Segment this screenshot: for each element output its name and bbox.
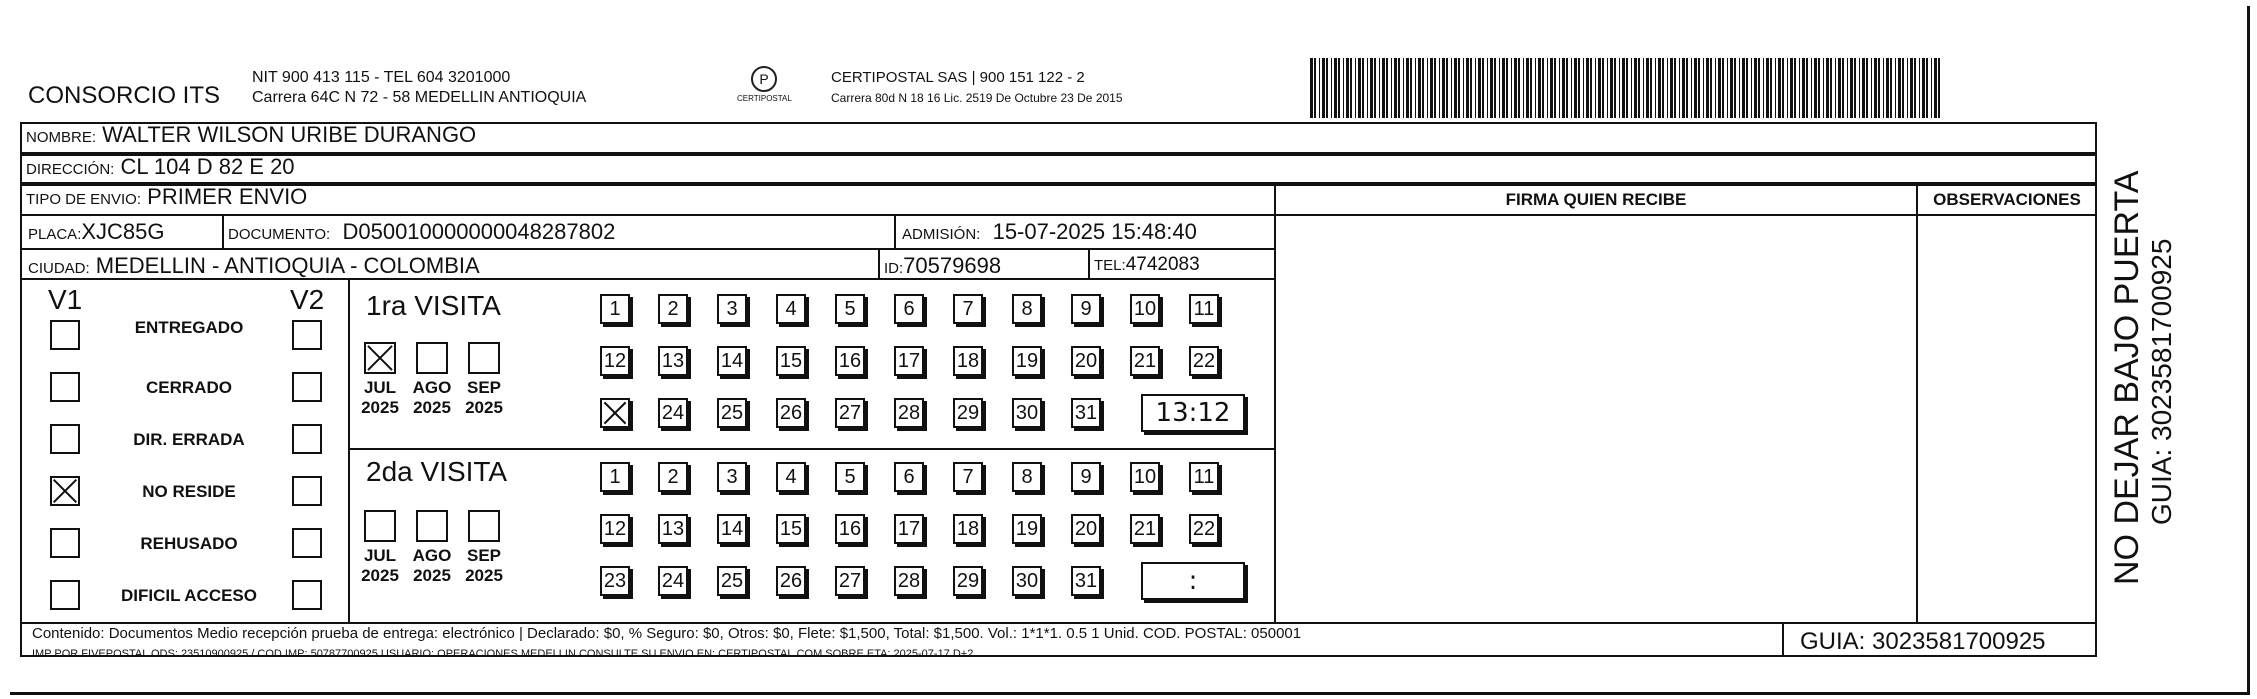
day-box-22[interactable]: 22 xyxy=(1189,346,1219,376)
barcode-bar xyxy=(1734,58,1736,118)
day-box-16[interactable]: 16 xyxy=(835,514,865,544)
barcode-bar xyxy=(1355,58,1356,118)
barcode-bar xyxy=(1538,58,1541,118)
barcode-bar xyxy=(1890,58,1892,118)
day-box-21[interactable]: 21 xyxy=(1130,514,1160,544)
barcode-bar xyxy=(1674,58,1676,118)
footer-content-line: Contenido: Documentos Medio recepción prueba de entrega: electrónico | Declarado: $0, % Seguro: $0, Otros: $0, Flete: $1,500, Total: $1,500. Vol.: 1*1*1. 0.5 1 Unid. COD. POSTAL: 050001 xyxy=(32,625,1302,642)
day-box-30[interactable]: 30 xyxy=(1012,398,1042,428)
barcode-bar xyxy=(1826,58,1829,118)
day-box-19[interactable]: 19 xyxy=(1012,346,1042,376)
barcode-bar xyxy=(1499,58,1500,118)
day-box-25[interactable]: 25 xyxy=(717,566,747,596)
barcode-bar xyxy=(1559,58,1560,118)
barcode-bar xyxy=(1763,58,1764,118)
barcode-bar xyxy=(1830,58,1832,118)
barcode-bar xyxy=(1382,58,1385,118)
id-field: ID:70579698 xyxy=(884,253,1002,278)
barcode-bar xyxy=(1610,58,1613,118)
barcode-bar xyxy=(1379,58,1380,118)
barcode-bar xyxy=(1866,58,1868,118)
barcode-bar xyxy=(1914,58,1916,118)
day-box-23[interactable]: 23 xyxy=(600,566,630,596)
firma-header: FIRMA QUIEN RECIBE xyxy=(1505,190,1687,209)
day-box-28[interactable]: 28 xyxy=(894,566,924,596)
day-box-20[interactable]: 20 xyxy=(1071,514,1101,544)
month-label: AGO 2025 xyxy=(412,546,452,585)
day-box-24[interactable]: 24 xyxy=(658,566,688,596)
barcode-bar xyxy=(1566,58,1568,118)
barcode-bar xyxy=(1619,58,1620,118)
month-label: JUL 2025 xyxy=(361,378,399,417)
day-box-26[interactable]: 26 xyxy=(776,398,806,428)
barcode-bar xyxy=(1902,58,1904,118)
day-box-30[interactable]: 30 xyxy=(1012,566,1042,596)
barcode-bar xyxy=(1670,58,1673,118)
day-box-11[interactable]: 11 xyxy=(1189,294,1219,324)
barcode-bar xyxy=(1622,58,1625,118)
barcode-bar xyxy=(1934,58,1937,118)
barcode-bar xyxy=(1598,58,1601,118)
barcode-bar xyxy=(1319,58,1320,118)
day-box-19[interactable]: 19 xyxy=(1012,514,1042,544)
v1-checkbox-0[interactable] xyxy=(50,320,80,350)
ciudad-field: CIUDAD: MEDELLIN - ANTIOQUIA - COLOMBIA xyxy=(28,253,480,278)
barcode-bar xyxy=(1655,58,1656,118)
barcode-bar xyxy=(1490,58,1493,118)
day-box-12[interactable]: 12 xyxy=(600,346,630,376)
barcode-bar xyxy=(1343,58,1344,118)
barcode-bar xyxy=(1502,58,1505,118)
month-label: SEP 2025 xyxy=(465,378,503,417)
barcode-bar xyxy=(1682,58,1685,118)
barcode-bar xyxy=(1410,58,1412,118)
barcode-bar xyxy=(1818,58,1820,118)
barcode-bar xyxy=(1806,58,1808,118)
barcode-bar xyxy=(1326,58,1328,118)
month-checkbox-sep[interactable] xyxy=(468,342,500,374)
barcode-bar xyxy=(1526,58,1529,118)
placa-divider xyxy=(222,216,224,250)
barcode-bar xyxy=(1907,58,1908,118)
day-box-5[interactable]: 5 xyxy=(835,462,865,492)
v2-checkbox-0[interactable] xyxy=(292,320,322,350)
header-underline xyxy=(1274,214,2097,216)
barcode-bar xyxy=(1386,58,1388,118)
month-label: JUL 2025 xyxy=(361,546,399,585)
barcode-bar xyxy=(1814,58,1817,118)
day-box-29[interactable]: 29 xyxy=(953,398,983,428)
barcode-bar xyxy=(1454,58,1457,118)
barcode-bar xyxy=(1874,58,1877,118)
barcode-bar xyxy=(1638,58,1640,118)
v1-checkbox-4[interactable] xyxy=(50,528,80,558)
v2-checkbox-2[interactable] xyxy=(292,424,322,454)
status-label: REHUSADO xyxy=(140,534,238,553)
barcode-bar xyxy=(1754,58,1757,118)
certipostal-info xyxy=(831,68,1123,108)
barcode-bar xyxy=(1338,58,1340,118)
barcode-bar xyxy=(1578,58,1580,118)
barcode-bar xyxy=(1463,58,1464,118)
barcode-bar xyxy=(1367,58,1368,118)
barcode-bar xyxy=(1770,58,1772,118)
barcode-bar xyxy=(1706,58,1709,118)
barcode-bar xyxy=(1547,58,1548,118)
day-box-27[interactable]: 27 xyxy=(835,566,865,596)
v2-checkbox-5[interactable] xyxy=(292,580,322,610)
barcode-bar xyxy=(1787,58,1788,118)
day-box-16[interactable]: 16 xyxy=(835,346,865,376)
barcode-bar xyxy=(1871,58,1872,118)
obs-divider xyxy=(1916,184,1918,624)
barcode-bar xyxy=(1862,58,1865,118)
status-label: NO RESIDE xyxy=(142,482,236,501)
barcode-bar xyxy=(1758,58,1760,118)
barcode-bar xyxy=(1595,58,1596,118)
day-box-22[interactable]: 22 xyxy=(1189,514,1219,544)
barcode-bar xyxy=(1886,58,1889,118)
side-guia: GUIA: 3023581700925 xyxy=(2146,238,2177,525)
barcode-bar xyxy=(1898,58,1901,118)
barcode-bar xyxy=(1626,58,1628,118)
barcode-bar xyxy=(1926,58,1928,118)
barcode-bar xyxy=(1310,58,1313,118)
barcode-bar xyxy=(1878,58,1880,118)
barcode-bar xyxy=(1662,58,1664,118)
no-dejar-bajo-puerta: NO DEJAR BAJO PUERTA xyxy=(2108,170,2146,585)
barcode-bar xyxy=(1778,58,1781,118)
day-box-21[interactable]: 21 xyxy=(1130,346,1160,376)
barcode-bar xyxy=(1406,58,1409,118)
barcode-bar xyxy=(1535,58,1536,118)
day-box-13[interactable]: 13 xyxy=(658,346,688,376)
barcode-bar xyxy=(1478,58,1481,118)
status-label: ENTREGADO xyxy=(134,318,244,337)
day-box-29[interactable]: 29 xyxy=(953,566,983,596)
barcode-bar xyxy=(1394,58,1397,118)
month-label: SEP 2025 xyxy=(465,546,503,585)
barcode-bar xyxy=(1427,58,1428,118)
day-box-7[interactable]: 7 xyxy=(953,294,983,324)
barcode-bar xyxy=(1883,58,1884,118)
observaciones-header: OBSERVACIONES xyxy=(1933,190,2081,209)
day-box-2[interactable]: 2 xyxy=(658,294,688,324)
second-visit-title: 2da VISITA xyxy=(366,456,508,487)
status-divider xyxy=(348,280,350,624)
barcode-bar xyxy=(1895,58,1896,118)
first-visit-title: 1ra VISITA xyxy=(366,290,501,321)
barcode-bar xyxy=(1686,58,1688,118)
barcode-bar xyxy=(1554,58,1556,118)
barcode-bar xyxy=(1650,58,1652,118)
barcode-bar xyxy=(1931,58,1932,118)
documento-field: DOCUMENTO: D050010000000048287802 xyxy=(228,219,616,244)
day-box-28[interactable]: 28 xyxy=(894,398,924,428)
barcode-bar xyxy=(1658,58,1661,118)
barcode-bar xyxy=(1790,58,1793,118)
barcode-bar xyxy=(1487,58,1488,118)
barcode-bar xyxy=(1766,58,1769,118)
barcode-bar xyxy=(1691,58,1692,118)
day-box-3[interactable]: 3 xyxy=(717,462,747,492)
barcode-bar xyxy=(1550,58,1553,118)
barcode-bar xyxy=(1415,58,1416,118)
day-box-4[interactable]: 4 xyxy=(776,294,806,324)
v2-checkbox-4[interactable] xyxy=(292,528,322,558)
barcode-bar xyxy=(1418,58,1421,118)
barcode-bar xyxy=(1631,58,1632,118)
barcode-bar xyxy=(1475,58,1476,118)
day-box-6[interactable]: 6 xyxy=(894,294,924,324)
barcode-bar xyxy=(1715,58,1716,118)
visit-divider xyxy=(348,448,1276,450)
v2-checkbox-3[interactable] xyxy=(292,476,322,506)
v1-checkbox-2[interactable] xyxy=(50,424,80,454)
barcode-bar xyxy=(1430,58,1433,118)
day-box-25[interactable]: 25 xyxy=(717,398,747,428)
barcode-bar xyxy=(1634,58,1637,118)
barcode-bar xyxy=(1602,58,1604,118)
ciudad-divider xyxy=(878,250,880,280)
day-box-18[interactable]: 18 xyxy=(953,514,983,544)
admision-field: ADMISIÓN: 15-07-2025 15:48:40 xyxy=(902,219,1197,244)
month-checkbox-ago[interactable] xyxy=(416,342,448,374)
day-box-4[interactable]: 4 xyxy=(776,462,806,492)
time-box[interactable]: : xyxy=(1141,562,1245,600)
barcode-bar xyxy=(1751,58,1752,118)
barcode-bar xyxy=(1374,58,1376,118)
barcode-bar xyxy=(1694,58,1697,118)
v1-checkbox-3[interactable] xyxy=(50,476,80,506)
barcode-bar xyxy=(1403,58,1404,118)
day-box-17[interactable]: 17 xyxy=(894,514,924,544)
placa-field: PLACA:XJC85G xyxy=(28,219,165,244)
barcode-bar xyxy=(1782,58,1784,118)
day-box-8[interactable]: 8 xyxy=(1012,294,1042,324)
barcode-bar xyxy=(1730,58,1733,118)
barcode-bar xyxy=(1739,58,1740,118)
barcode-bar xyxy=(1646,58,1649,118)
barcode-bar xyxy=(1842,58,1844,118)
barcode-bar xyxy=(1362,58,1364,118)
barcode-bar xyxy=(1847,58,1848,118)
day-box-15[interactable]: 15 xyxy=(776,346,806,376)
barcode-bar xyxy=(1422,58,1424,118)
barcode-bar xyxy=(1334,58,1337,118)
barcode-bar xyxy=(1514,58,1517,118)
v2-checkbox-1[interactable] xyxy=(292,372,322,402)
day-box-14[interactable]: 14 xyxy=(717,346,747,376)
barcode-bar xyxy=(1590,58,1592,118)
barcode-bar xyxy=(1746,58,1748,118)
barcode-bar xyxy=(1823,58,1824,118)
day-box-12[interactable]: 12 xyxy=(600,514,630,544)
v1-checkbox-5[interactable] xyxy=(50,580,80,610)
day-box-17[interactable]: 17 xyxy=(894,346,924,376)
barcode-bar xyxy=(1799,58,1800,118)
barcode-bar xyxy=(1434,58,1436,118)
day-box-24[interactable]: 24 xyxy=(658,398,688,428)
barcode-bar xyxy=(1811,58,1812,118)
status-label: DIFICIL ACCESO xyxy=(120,586,257,605)
barcode-bar xyxy=(1511,58,1512,118)
day-box-18[interactable]: 18 xyxy=(953,346,983,376)
day-box-10[interactable]: 10 xyxy=(1130,294,1160,324)
month-checkbox-jul[interactable] xyxy=(364,510,396,542)
barcode-bar xyxy=(1850,58,1853,118)
day-box-27[interactable]: 27 xyxy=(835,398,865,428)
day-box-7[interactable]: 7 xyxy=(953,462,983,492)
v1-label: V1 xyxy=(48,284,83,315)
doc-divider xyxy=(894,216,896,250)
day-box-13[interactable]: 13 xyxy=(658,514,688,544)
day-box-10[interactable]: 10 xyxy=(1130,462,1160,492)
barcode-bar xyxy=(1458,58,1460,118)
id-divider xyxy=(1088,250,1090,280)
day-box-31[interactable]: 31 xyxy=(1071,566,1101,596)
footer-imp-line: IMP POR FIVEPOSTAL ODS: 23510900925 / COD.IMP: 50787700925 USUARIO: OPERACIONES MEDELLIN CONSULTE SU ENVIO EN: CERTIPOSTAL.COM SOBRE ETA: 2025-07-17 D+2 xyxy=(32,648,974,660)
barcode-bar xyxy=(1494,58,1496,118)
barcode-bar xyxy=(1922,58,1925,118)
footer-guia-divider xyxy=(1782,622,1784,657)
day-box-1[interactable]: 1 xyxy=(600,294,630,324)
barcode-bar xyxy=(1583,58,1584,118)
month-checkbox-sep[interactable] xyxy=(468,510,500,542)
day-box-26[interactable]: 26 xyxy=(776,566,806,596)
barcode-bar xyxy=(1727,58,1728,118)
day-box-31[interactable]: 31 xyxy=(1071,398,1101,428)
day-box-9[interactable]: 9 xyxy=(1071,462,1101,492)
month-checkbox-jul[interactable] xyxy=(364,342,396,374)
barcode-bar xyxy=(1794,58,1796,118)
barcode-bar xyxy=(1571,58,1572,118)
barcode-bar xyxy=(1919,58,1920,118)
certipostal-logo: P CERTIPOSTAL xyxy=(737,66,787,112)
barcode-bar xyxy=(1703,58,1704,118)
certi-line: CERTIPOSTAL SAS | 900 151 122 - 2 xyxy=(831,69,1085,86)
barcode-bar xyxy=(1542,58,1544,118)
day-box-14[interactable]: 14 xyxy=(717,514,747,544)
barcode-bar xyxy=(1451,58,1452,118)
barcode-bar xyxy=(1722,58,1724,118)
barcode-bar xyxy=(1910,58,1913,118)
barcode-bar xyxy=(1350,58,1352,118)
footer-guia: GUIA: 3023581700925 xyxy=(1800,628,2046,655)
barcode-bar xyxy=(1322,58,1325,118)
barcode-bar xyxy=(1574,58,1577,118)
barcode-bar xyxy=(1506,58,1508,118)
brand-name: CONSORCIO ITS xyxy=(28,82,221,109)
barcode-bar xyxy=(1679,58,1680,118)
status-label: CERRADO xyxy=(146,378,232,397)
day-box-5[interactable]: 5 xyxy=(835,294,865,324)
day-box-11[interactable]: 11 xyxy=(1189,462,1219,492)
company-nit xyxy=(252,68,586,108)
barcode-bar xyxy=(1835,58,1836,118)
barcode-bar xyxy=(1314,58,1316,118)
barcode-bar xyxy=(1358,58,1361,118)
month-checkbox-ago[interactable] xyxy=(416,510,448,542)
day-box-15[interactable]: 15 xyxy=(776,514,806,544)
barcode-bar xyxy=(1391,58,1392,118)
nombre-field: NOMBRE: WALTER WILSON URIBE DURANGO xyxy=(26,122,477,147)
nit-line: NIT 900 413 115 - TEL 604 3201000 xyxy=(252,69,511,86)
barcode-bar xyxy=(1698,58,1700,118)
barcode-bar xyxy=(1346,58,1349,118)
certi-license: Carrera 80d N 18 16 Lic. 2519 De Octubre 23 De 2015 xyxy=(831,91,1123,105)
footer-divider xyxy=(20,622,2097,624)
barcode-bar xyxy=(1439,58,1440,118)
v2-label: V2 xyxy=(290,284,325,315)
tipo-field: TIPO DE ENVIO: PRIMER ENVIO xyxy=(26,184,308,209)
barcode-bar xyxy=(1667,58,1668,118)
barcode-bar xyxy=(1859,58,1860,118)
day-box-3[interactable]: 3 xyxy=(717,294,747,324)
day-box-6[interactable]: 6 xyxy=(894,462,924,492)
barcode-bar xyxy=(1607,58,1608,118)
day-box-9[interactable]: 9 xyxy=(1071,294,1101,324)
address-line: Carrera 64C N 72 - 58 MEDELLIN ANTIOQUIA xyxy=(252,89,587,106)
day-box-23[interactable] xyxy=(600,398,630,428)
barcode-bar xyxy=(1710,58,1712,118)
time-box[interactable]: 13:12 xyxy=(1141,394,1245,432)
barcode-bar xyxy=(1331,58,1332,118)
barcode-bar xyxy=(1446,58,1448,118)
barcode-bar xyxy=(1518,58,1520,118)
direccion-field: DIRECCIÓN: CL 104 D 82 E 20 xyxy=(26,154,295,179)
month-label: AGO 2025 xyxy=(412,378,452,417)
barcode-bar xyxy=(1482,58,1484,118)
barcode-bar xyxy=(1775,58,1776,118)
barcode-bar xyxy=(1586,58,1589,118)
day-box-1[interactable]: 1 xyxy=(600,462,630,492)
barcode-bar xyxy=(1643,58,1644,118)
barcode-bar xyxy=(1614,58,1616,118)
day-box-2[interactable]: 2 xyxy=(658,462,688,492)
barcode-bar xyxy=(1742,58,1745,118)
barcode-bar xyxy=(1466,58,1469,118)
barcode-bar xyxy=(1938,58,1940,118)
barcode-bar xyxy=(1802,58,1805,118)
barcode-bar xyxy=(1398,58,1400,118)
status-label: DIR. ERRADA xyxy=(133,430,245,449)
barcode-bar xyxy=(1370,58,1373,118)
day-box-8[interactable]: 8 xyxy=(1012,462,1042,492)
barcode-bar xyxy=(1442,58,1445,118)
barcode-bar xyxy=(1854,58,1856,118)
barcode-bar xyxy=(1470,58,1472,118)
barcode-bar xyxy=(1530,58,1532,118)
tel-field: TEL:4742083 xyxy=(1094,254,1200,275)
v1-checkbox-1[interactable] xyxy=(50,372,80,402)
barcode-bar xyxy=(1718,58,1721,118)
barcode-bar xyxy=(1562,58,1565,118)
barcode-bar xyxy=(1523,58,1524,118)
day-box-20[interactable]: 20 xyxy=(1071,346,1101,376)
barcode-bar xyxy=(1838,58,1841,118)
barcode xyxy=(1310,58,1942,118)
